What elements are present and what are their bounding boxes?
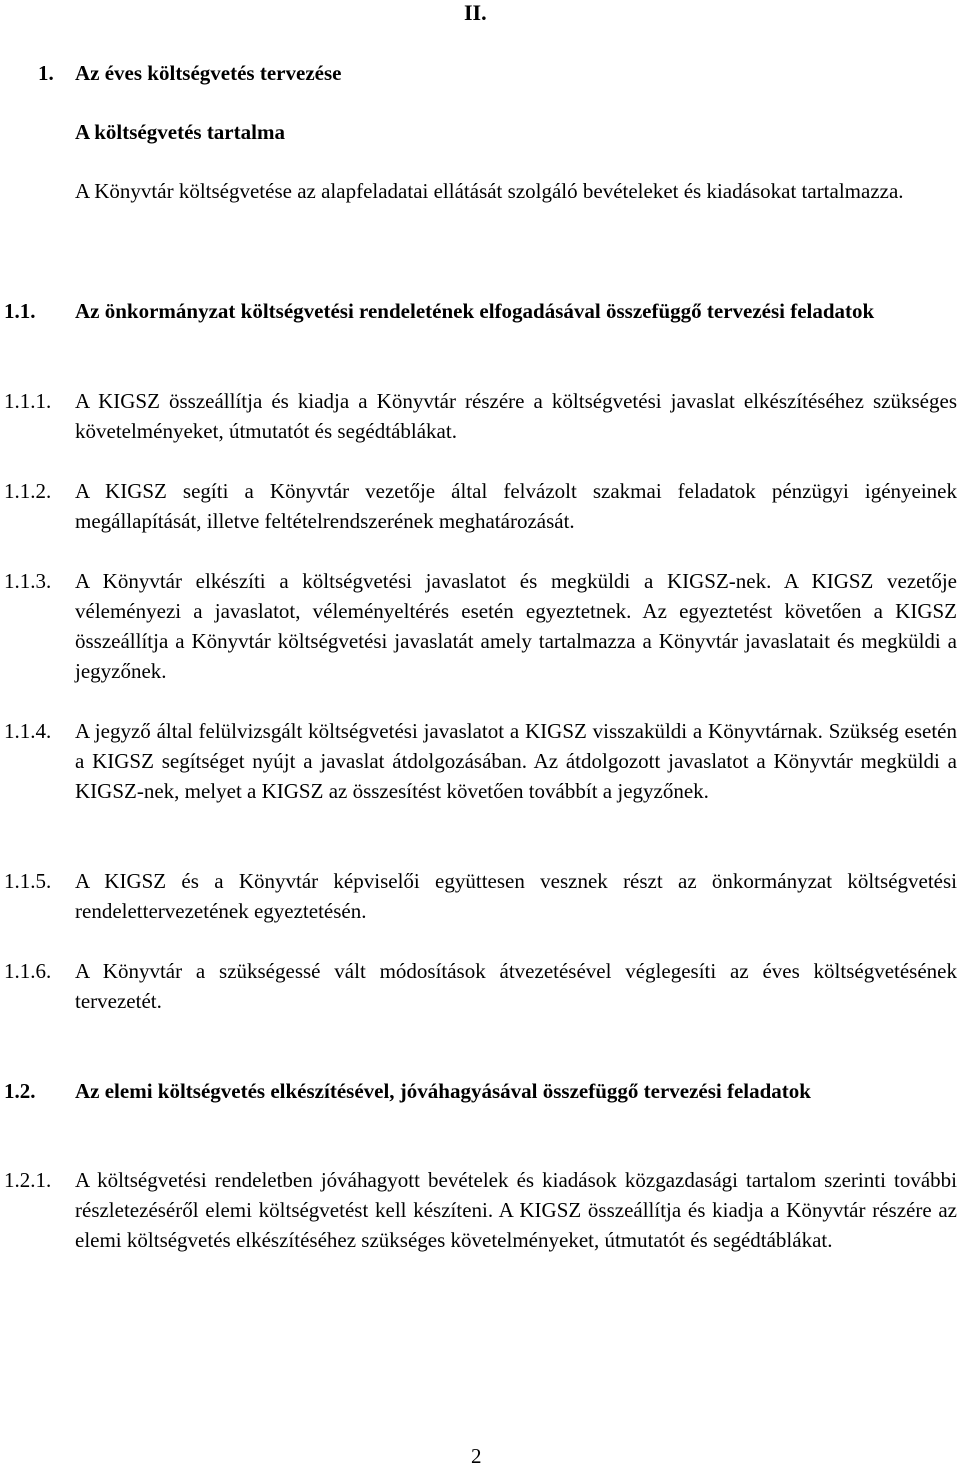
item-text: A KIGSZ összeállítja és kiadja a Könyvtár részére a költségvetési javaslat elkészítéséhez szükséges követelményeket, útmutatót és segédtáblákat. xyxy=(75,389,957,443)
item-text: A KIGSZ segíti a Könyvtár vezetője által felvázolt szakmai feladatok pénzügyi igényeinek megállapítását, illetve feltételrendszerének meghatározását. xyxy=(75,479,957,533)
section-number: 1. xyxy=(38,61,54,85)
page-number: 2 xyxy=(471,1444,482,1468)
subsection-number: 1.1. xyxy=(4,299,36,323)
section-title: Az éves költségvetés tervezése xyxy=(75,61,342,85)
intro-paragraph: A Könyvtár költségvetése az alapfeladatai ellátását szolgáló bevételeket és kiadásokat tartalmazza. xyxy=(75,179,904,203)
subsection-number: 1.2. xyxy=(4,1079,36,1103)
subsection-title: Az elemi költségvetés elkészítésével, jóváhagyásával összefüggő tervezési feladatok xyxy=(75,1079,811,1103)
item-text: A Könyvtár a szükségessé vált módosítások átvezetésével véglegesíti az éves költségvetésének tervezetét. xyxy=(75,959,957,1013)
item-text: A Könyvtár elkészíti a költségvetési javaslatot és megküldi a KIGSZ-nek. A KIGSZ vezetője véleményezi a javaslatot, véleményeltérés esetén egyeztetnek. Az egyeztetést követően a KIGSZ összeállítja a Könyvtár költségvetési javaslatát amely tartalmazza a Könyvtár javaslatait és megküldi a jegyzőnek. xyxy=(75,569,957,683)
subheading: A költségvetés tartalma xyxy=(75,120,285,144)
item-number: 1.1.1. xyxy=(4,389,52,413)
item-text: A jegyző által felülvizsgált költségvetési javaslatot a KIGSZ visszaküldi a Könyvtárnak. Szükség esetén a KIGSZ segítséget nyújt a javaslat átdolgozásában. Az átdolgozott javaslatot a Könyvtár megküldi a KIGSZ-nek, melyet a KIGSZ az összesítést követően továbbít a jegyzőnek. xyxy=(75,719,957,803)
item-number: 1.1.4. xyxy=(4,719,52,743)
item-text: A költségvetési rendeletben jóváhagyott bevételek és kiadások közgazdasági tartalom szerinti további részletezéséről elemi költségvetést kell készíteni. A KIGSZ összeállítja és kiadja a Könyvtár részére az elemi költségvetés elkészítéséhez szükséges követelményeket, útmutatót és segédtáblákat. xyxy=(75,1168,957,1252)
item-number: 1.2.1. xyxy=(4,1168,52,1192)
subsection-title: Az önkormányzat költségvetési rendeletének elfogadásával összefüggő tervezési feladatok xyxy=(75,299,875,323)
item-number: 1.1.6. xyxy=(4,959,52,983)
item-number: 1.1.2. xyxy=(4,479,52,503)
item-number: 1.1.3. xyxy=(4,569,52,593)
item-number: 1.1.5. xyxy=(4,869,52,893)
item-text: A KIGSZ és a Könyvtár képviselői együttesen vesznek részt az önkormányzat költségvetési rendelettervezetének egyeztetésén. xyxy=(75,869,957,923)
chapter-roman-numeral: II. xyxy=(464,0,487,25)
